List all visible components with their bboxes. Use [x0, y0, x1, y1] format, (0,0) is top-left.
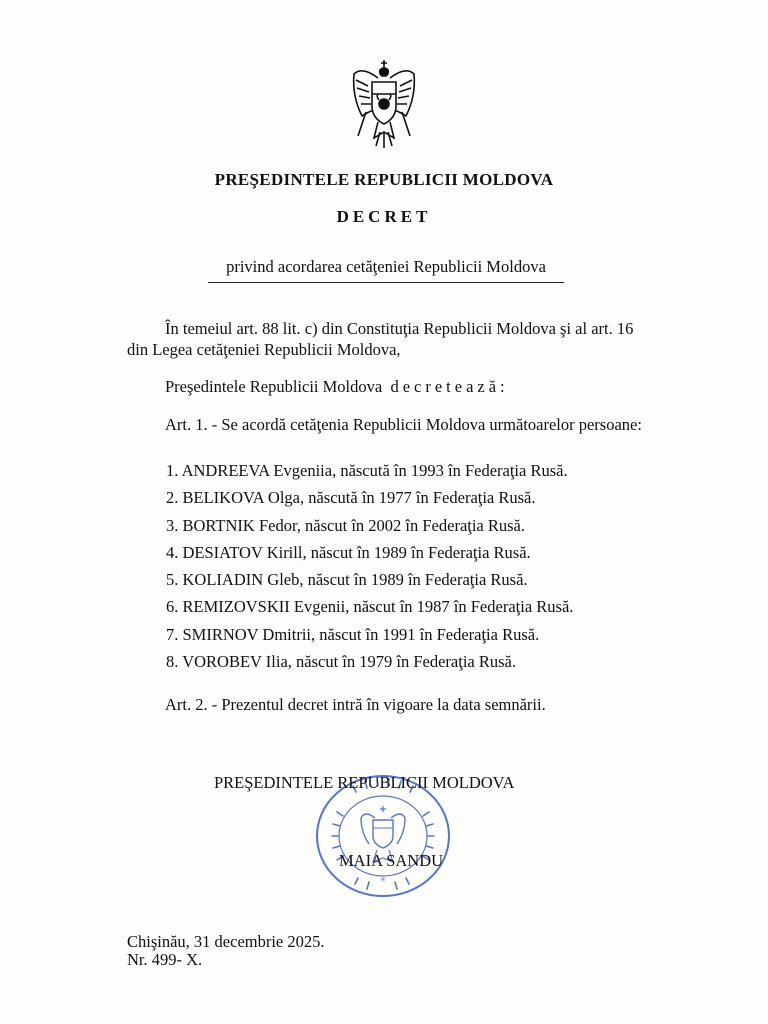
decree-subject: privind acordarea cetăţeniei Republicii Moldova — [208, 257, 564, 283]
list-item: 8. VOROBEV Ilia, născut în 1979 în Federaţia Rusă. — [166, 652, 516, 672]
svg-text:*: * — [380, 876, 386, 887]
decretes-prefix: Preşedintele Republicii Moldova — [165, 377, 383, 396]
persons-list — [166, 460, 573, 678]
decree-number: Nr. 499- X. — [127, 950, 203, 969]
article-1: Art. 1. - Se acordă cetăţenia Republicii Moldova următoarelor persoane: — [165, 415, 642, 434]
list-item: 2. BELIKOVA Olga, născută în 1977 în Federaţia Rusă. — [166, 488, 536, 508]
list-item: 3. BORTNIK Fedor, născut în 2002 în Federaţia Rusă. — [166, 515, 526, 535]
legal-basis-line-2: din Legea cetăţeniei Republicii Moldova, — [127, 340, 401, 359]
document-type-heading: DECRET — [336, 207, 432, 226]
signatory-title: PREŞEDINTELE REPUBLICII MOLDOVA — [214, 773, 515, 792]
moldova-coat-of-arms-icon — [348, 56, 420, 152]
decretes-line — [165, 376, 509, 397]
issuer-heading: PREŞEDINTELE REPUBLICII MOLDOVA — [214, 170, 554, 189]
list-item: 1. ANDREEVA Evgeniia, născută în 1993 în Federaţia Rusă. — [166, 461, 568, 480]
decretes-verb: decretează: — [390, 377, 509, 396]
legal-basis-line-1: În temeiul art. 88 lit. c) din Constituţia Republicii Moldova şi al art. 16 — [165, 319, 634, 338]
list-item: 7. SMIRNOV Dmitrii, născut în 1991 în Federaţia Rusă. — [166, 624, 540, 644]
signatory-name: MAIA SANDU — [339, 851, 444, 870]
place-and-date: Chişinău, 31 decembrie 2025. — [127, 932, 325, 951]
list-item: 6. REMIZOVSKII Evgenii, născut în 1987 în Federaţia Rusă. — [166, 597, 574, 617]
list-item: 4. DESIATOV Kirill, născut în 1989 în Federaţia Rusă. — [166, 542, 531, 562]
list-item: 5. KOLIADIN Gleb, născut în 1989 în Federaţia Rusă. — [166, 570, 528, 590]
article-2: Art. 2. - Prezentul decret intră în vigoare la data semnării. — [165, 695, 546, 714]
